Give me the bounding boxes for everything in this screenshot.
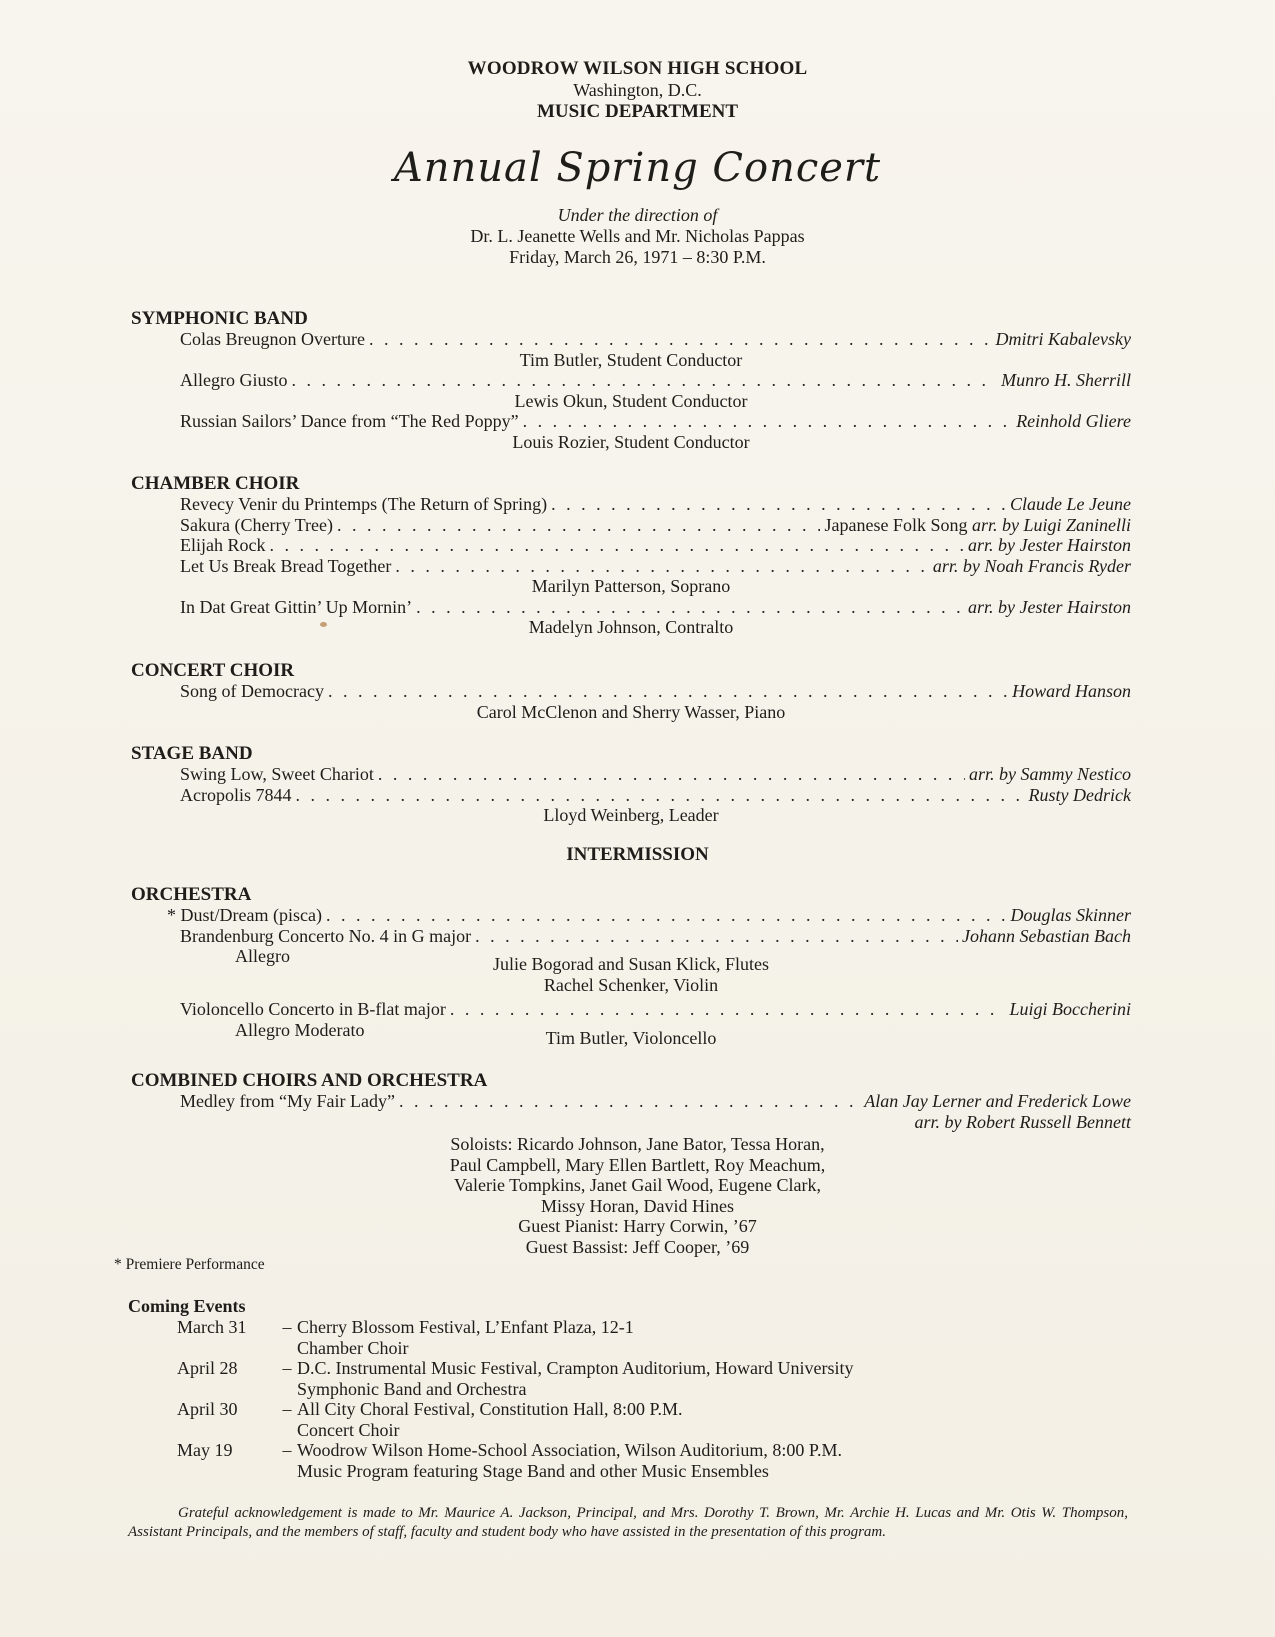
composer: Rusty Dedrick — [1028, 784, 1131, 805]
piece-title: Revecy Venir du Printemps (The Return of Spring) — [180, 494, 548, 514]
performer-credit: Tim Butler, Violoncello — [545, 1027, 717, 1048]
event-description: D.C. Instrumental Music Festival, Crampton Auditorium, Howard University — [297, 1358, 854, 1378]
guest-bassist: Guest Bassist: Jeff Cooper, ’69 — [525, 1236, 750, 1257]
composer: arr. by Jester Hairston — [968, 596, 1131, 617]
dot-leader — [337, 515, 821, 536]
section-concert-choir — [131, 660, 1131, 722]
dot-leader — [296, 785, 1025, 806]
section-title: STAGE BAND — [131, 743, 253, 764]
school-name: WOODROW WILSON HIGH SCHOOL — [467, 58, 808, 79]
event-dash: – — [282, 1399, 292, 1419]
composer: Reinhold Gliere — [1016, 411, 1131, 431]
event-date: May 19 — [177, 1440, 233, 1460]
piece-title: * Dust/Dream (pisca) — [167, 905, 322, 925]
dot-leader — [395, 556, 928, 577]
section-stage-band — [131, 743, 1131, 826]
concert-title: Annual Spring Concert — [393, 145, 882, 191]
piece-title: In Dat Great Gittin’ Up Mornin’ — [180, 596, 413, 617]
program-item — [180, 515, 1131, 536]
section-title: SYMPHONIC BAND — [131, 308, 308, 329]
dot-leader — [328, 681, 1008, 702]
section-orchestra — [131, 884, 1131, 1048]
composer: Howard Hanson — [1012, 681, 1131, 701]
paper-stain — [320, 622, 327, 627]
event-performers: Concert Choir — [297, 1419, 400, 1440]
performer-credit: Rachel Schenker, Violin — [543, 974, 719, 995]
piece-title: Let Us Break Bread Together — [180, 555, 392, 576]
acknowledgement: Grateful acknowledgement is made to Mr. Maurice A. Jackson, Principal, and Mrs. Dorothy T. Brown, Mr. Archie H. Lucas and Mr. Otis W. Thompson, Assistant Principals, and the members of staff, faculty and student body who have assisted in the presentation of this program. — [128, 1505, 1128, 1540]
piece-title: Elijah Rock — [180, 535, 266, 555]
composer: Dmitri Kabalevsky — [995, 329, 1131, 349]
soloists-line: Valerie Tompkins, Janet Gail Wood, Eugene Clark, — [453, 1175, 822, 1195]
section-title: ORCHESTRA — [131, 884, 252, 905]
event-date: April 28 — [177, 1358, 238, 1378]
composer: Alan Jay Lerner and Frederick Lowe — [864, 1091, 1131, 1111]
program-item — [180, 370, 1131, 391]
composer: Munro H. Sherrill — [1001, 370, 1131, 390]
piece-title: Colas Breugnon Overture — [180, 329, 365, 349]
coming-events — [128, 1296, 853, 1481]
arranger: arr. by Luigi Zaninelli — [971, 514, 1131, 535]
school-city: Washington, D.C. — [573, 80, 702, 100]
event-performers: Music Program featuring Stage Band and other Music Ensembles — [297, 1460, 769, 1481]
soloists-block — [0, 1134, 1275, 1257]
piece-title: Violoncello Concerto in B-flat major — [180, 999, 446, 1019]
performer-credit: Julie Bogorad and Susan Klick, Flutes — [493, 954, 769, 974]
event-item — [177, 1440, 853, 1481]
program-item — [180, 764, 1131, 785]
event-description: Cherry Blossom Festival, L’Enfant Plaza, 12-1 — [297, 1317, 634, 1337]
composer: Johann Sebastian Bach — [962, 925, 1131, 946]
event-details — [297, 1399, 683, 1440]
event-dash: – — [282, 1317, 292, 1337]
intermission-label: INTERMISSION — [566, 844, 709, 865]
section-chamber-choir — [131, 473, 1131, 638]
program-item — [180, 535, 1131, 556]
event-details — [297, 1440, 842, 1481]
piece-title: Allegro Giusto — [180, 370, 288, 390]
program-header — [0, 58, 1275, 268]
dot-leader — [551, 494, 1006, 515]
event-date: April 30 — [177, 1399, 238, 1419]
dot-leader — [378, 764, 965, 785]
dot-leader — [475, 926, 958, 947]
piece-title: Swing Low, Sweet Chariot — [180, 764, 374, 784]
program-item — [180, 681, 1131, 702]
composer: Luigi Boccherini — [1009, 999, 1131, 1019]
movement: Allegro — [235, 946, 290, 966]
composer: arr. by Noah Francis Ryder — [932, 555, 1131, 576]
event-dash: – — [282, 1358, 292, 1378]
program-item — [180, 1091, 1131, 1112]
section-title: COMBINED CHOIRS AND ORCHESTRA — [131, 1070, 488, 1091]
piece-title: Russian Sailors’ Dance from “The Red Poppy” — [180, 411, 519, 431]
event-item — [177, 1358, 853, 1399]
program-item — [180, 329, 1131, 350]
event-performers: Symphonic Band and Orchestra — [297, 1378, 527, 1399]
dot-leader — [326, 905, 1007, 926]
section-symphonic-band — [131, 308, 1131, 452]
dot-leader — [416, 597, 964, 618]
arranger: arr. by Robert Russell Bennett — [914, 1111, 1131, 1132]
piece-title: Acropolis 7844 — [180, 784, 292, 805]
program-item — [180, 785, 1131, 806]
direction-label: Under the direction of — [557, 205, 718, 225]
piece-title: Sakura (Cherry Tree) — [180, 514, 333, 535]
movement: Allegro Moderato — [235, 1019, 365, 1040]
coming-events-title: Coming Events — [128, 1296, 246, 1316]
performer-credit: Madelyn Johnson, Contralto — [528, 617, 734, 637]
dot-leader — [399, 1091, 860, 1112]
event-dash: – — [282, 1440, 292, 1460]
dot-leader — [523, 411, 1013, 432]
dot-leader — [292, 370, 998, 391]
composer: arr. by Sammy Nestico — [969, 764, 1131, 784]
event-details — [297, 1317, 634, 1358]
section-title: CHAMBER CHOIR — [131, 473, 300, 494]
performer-credit: Louis Rozier, Student Conductor — [512, 431, 750, 452]
performer-credit: Lloyd Weinberg, Leader — [543, 805, 719, 825]
program-item — [180, 411, 1131, 432]
concert-date: Friday, March 26, 1971 – 8:30 P.M. — [509, 247, 766, 267]
program-item — [180, 597, 1131, 618]
event-date: March 31 — [177, 1317, 247, 1337]
composer: Claude Le Jeune — [1010, 494, 1131, 514]
performer-credit: Carol McClenon and Sherry Wasser, Piano — [476, 701, 786, 722]
event-description: All City Choral Festival, Constitution Hall, 8:00 P.M. — [297, 1399, 683, 1419]
direction-block — [0, 205, 1275, 268]
composer: Douglas Skinner — [1010, 905, 1131, 925]
dot-leader — [369, 329, 992, 350]
soloists-line: Soloists: Ricardo Johnson, Jane Bator, Tessa Horan, — [450, 1134, 825, 1154]
piece-title: Song of Democracy — [180, 681, 324, 701]
composer: arr. by Jester Hairston — [968, 535, 1131, 555]
composer — [824, 515, 1131, 536]
piece-title: Brandenburg Concerto No. 4 in G major — [180, 925, 472, 946]
composer-origin: Japanese Folk Song — [824, 514, 968, 535]
piece-title: Medley from “My Fair Lady” — [180, 1091, 395, 1111]
section-combined-choirs-orchestra — [131, 1070, 1131, 1132]
event-details — [297, 1358, 853, 1399]
program-item — [180, 556, 1131, 577]
soloists-line: Paul Campbell, Mary Ellen Bartlett, Roy Meachum, — [449, 1154, 826, 1175]
performer-credit: Marilyn Patterson, Soprano — [531, 576, 731, 596]
program-item — [180, 926, 1131, 947]
guest-pianist: Guest Pianist: Harry Corwin, ’67 — [518, 1216, 757, 1236]
department-name: MUSIC DEPARTMENT — [536, 101, 739, 122]
event-item — [177, 1317, 853, 1358]
directors: Dr. L. Jeanette Wells and Mr. Nicholas Pappas — [470, 226, 805, 246]
dot-leader — [450, 999, 1006, 1020]
event-performers: Chamber Choir — [297, 1337, 409, 1358]
program-item — [167, 905, 1131, 926]
performer-credit: Lewis Okun, Student Conductor — [514, 390, 748, 411]
soloists-line: Missy Horan, David Hines — [541, 1195, 734, 1216]
section-title: CONCERT CHOIR — [131, 660, 295, 681]
event-description: Woodrow Wilson Home-School Association, Wilson Auditorium, 8:00 P.M. — [297, 1440, 842, 1460]
program-item — [180, 999, 1131, 1020]
premiere-footnote: * Premiere Performance — [114, 1256, 265, 1273]
dot-leader — [269, 535, 964, 556]
program-item — [180, 494, 1131, 515]
performer-credit: Tim Butler, Student Conductor — [519, 349, 743, 370]
event-item — [177, 1399, 853, 1440]
